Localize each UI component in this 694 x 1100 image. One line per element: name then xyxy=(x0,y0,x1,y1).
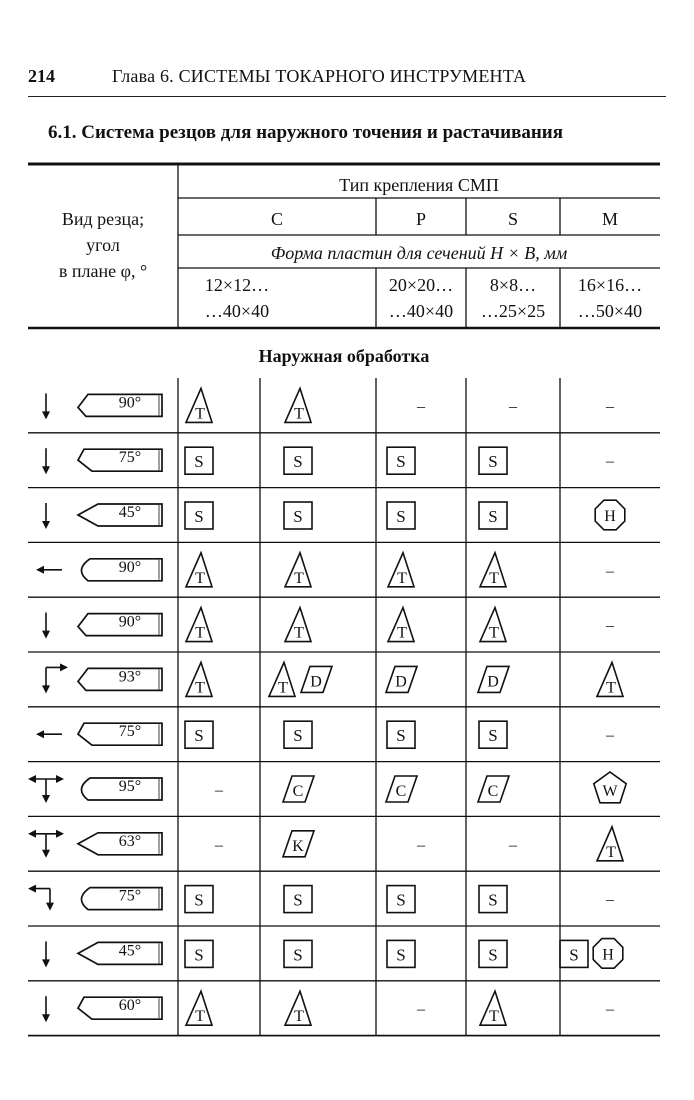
insert-letter: S xyxy=(194,726,204,746)
insert-letter: S xyxy=(488,890,498,910)
cutter-icon-down xyxy=(42,996,162,1022)
insert-letter: T xyxy=(195,569,205,587)
insert-letter: S xyxy=(488,507,498,526)
insert-cell xyxy=(186,388,212,422)
dash: – xyxy=(606,727,614,745)
dash: – xyxy=(215,836,223,854)
table-row xyxy=(42,500,625,530)
insert-cell xyxy=(285,991,311,1025)
insert-cell xyxy=(508,837,518,854)
cutter-icon-cross xyxy=(28,775,162,803)
insert-cell xyxy=(283,831,314,857)
insert-letter: D xyxy=(310,673,322,691)
insert-letter: T xyxy=(606,679,616,697)
dash: – xyxy=(417,398,425,416)
insert-letter: S xyxy=(194,452,204,472)
insert-letter: T xyxy=(294,624,304,642)
insert-letter: C xyxy=(395,783,407,800)
insert-cell xyxy=(285,388,311,422)
insert-cell xyxy=(605,892,615,909)
insert-cell xyxy=(387,886,415,913)
insert-cell xyxy=(479,721,507,748)
insert-cell xyxy=(595,500,625,530)
insert-letter: S xyxy=(293,507,303,526)
dash: – xyxy=(606,1001,614,1019)
insert-letter: T xyxy=(489,569,499,587)
cutter-icon-downright xyxy=(42,663,162,693)
insert-letter: S xyxy=(293,890,303,910)
dash: – xyxy=(417,836,425,854)
arrow-head xyxy=(42,631,50,639)
insert-letter: S xyxy=(194,507,204,526)
size-from: 20×20… xyxy=(388,275,454,295)
insert-cell xyxy=(284,447,312,474)
size-to: …40×40 xyxy=(388,301,454,321)
arrow-head xyxy=(42,1014,50,1022)
table-row xyxy=(42,447,615,474)
insert-letter: C xyxy=(487,783,499,800)
insert-cell xyxy=(214,837,224,854)
insert-letter: T xyxy=(195,624,205,642)
insert-cell xyxy=(480,991,506,1025)
row-header-line: угол xyxy=(86,235,120,255)
insert-cell xyxy=(269,662,332,696)
insert-letter: T xyxy=(294,569,304,587)
row-header-line: в плане φ, ° xyxy=(58,261,148,281)
insert-cell xyxy=(479,447,507,474)
insert-cell xyxy=(479,886,507,913)
angle-label: 90° xyxy=(118,558,142,576)
insert-letter: W xyxy=(602,783,618,800)
cutter-icon-down xyxy=(42,941,162,967)
insert-letter: T xyxy=(294,1008,304,1026)
insert-cell xyxy=(479,940,507,967)
arrow-head xyxy=(56,830,64,838)
insert-cell xyxy=(284,721,312,748)
table-row xyxy=(36,553,615,587)
insert-cell xyxy=(185,447,213,474)
insert-letter: S xyxy=(293,452,303,472)
insert-cell xyxy=(185,721,213,748)
table-row xyxy=(42,388,615,422)
size-from: 12×12… xyxy=(204,275,270,295)
insert-letter: S xyxy=(396,890,406,910)
insert-cell xyxy=(560,939,623,969)
insert-cell xyxy=(605,398,615,415)
insert-cell xyxy=(387,721,415,748)
mount-type-P: P xyxy=(415,209,427,229)
insert-letter: S xyxy=(488,945,498,965)
arrow-head xyxy=(42,466,50,474)
angle-label: 75° xyxy=(118,449,142,467)
dash: – xyxy=(606,562,614,580)
insert-cell xyxy=(478,776,509,802)
insert-letter: T xyxy=(397,624,407,642)
insert-cell xyxy=(186,991,212,1025)
insert-letter: T xyxy=(489,1008,499,1026)
cutter-icon-down xyxy=(42,503,162,529)
angle-label: 75° xyxy=(118,723,142,741)
insert-cell xyxy=(597,827,623,861)
table-row xyxy=(28,772,626,803)
insert-letter: T xyxy=(294,405,304,423)
insert-cell xyxy=(386,666,417,692)
insert-cell xyxy=(478,666,509,692)
insert-cell xyxy=(186,608,212,642)
arrow-head xyxy=(42,795,50,803)
insert-cell xyxy=(387,502,415,529)
arrow-head xyxy=(36,566,44,574)
insert-letter: T xyxy=(489,624,499,642)
section-title: 6.1. Система резцов для наружного точения и растачивания xyxy=(48,122,564,143)
insert-cell xyxy=(185,940,213,967)
insert-letter: H xyxy=(604,508,616,525)
mount-type-S: S xyxy=(507,209,519,229)
angle-label: 93° xyxy=(118,668,142,686)
angle-label: 60° xyxy=(118,997,142,1015)
size-to: …40×40 xyxy=(204,301,270,321)
insert-letter: S xyxy=(396,452,406,472)
insert-cell xyxy=(285,608,311,642)
insert-cell xyxy=(416,398,426,415)
insert-letter: T xyxy=(278,679,288,697)
insert-letter: T xyxy=(195,679,205,697)
dash: – xyxy=(417,1001,425,1019)
insert-cell xyxy=(284,886,312,913)
dash: – xyxy=(606,617,614,635)
arrow-head xyxy=(28,885,36,893)
insert-letter: T xyxy=(195,1008,205,1026)
arrow-head xyxy=(60,663,68,671)
angle-label: 90° xyxy=(118,394,142,412)
arrow-head xyxy=(28,830,36,838)
insert-cell xyxy=(594,772,626,803)
insert-letter: S xyxy=(194,945,204,965)
insert-cell xyxy=(605,618,615,635)
arrow-head xyxy=(56,775,64,783)
insert-cell xyxy=(386,776,417,802)
insert-cell xyxy=(388,608,414,642)
angle-label: 63° xyxy=(118,832,142,850)
cutter-icon-down xyxy=(42,448,162,474)
arrow-head xyxy=(42,959,50,967)
insert-cell xyxy=(214,782,224,799)
page-number: 214 xyxy=(28,66,55,86)
insert-cell xyxy=(605,727,615,744)
insert-letter: T xyxy=(397,569,407,587)
insert-letter: S xyxy=(488,726,498,746)
insert-cell xyxy=(480,608,506,642)
insert-letter: S xyxy=(396,726,406,746)
arrow-head xyxy=(28,775,36,783)
table-row xyxy=(42,608,615,642)
insert-cell xyxy=(480,553,506,587)
insert-cell xyxy=(186,553,212,587)
angle-label: 75° xyxy=(118,887,142,905)
arrow-head xyxy=(42,850,50,858)
insert-cell xyxy=(185,502,213,529)
insert-letter: T xyxy=(606,843,616,861)
insert-letter: S xyxy=(488,452,498,472)
dash: – xyxy=(215,782,223,799)
dash: – xyxy=(509,836,517,854)
insert-letter: S xyxy=(396,945,406,965)
table-row xyxy=(42,939,623,969)
table-row xyxy=(36,721,615,748)
table-row xyxy=(42,662,623,696)
subheading-external: Наружная обработка xyxy=(258,346,430,366)
chapter-title: Глава 6. СИСТЕМЫ ТОКАРНОГО ИНСТРУМЕНТА xyxy=(112,66,527,86)
dash: – xyxy=(606,891,614,909)
size-from: 16×16… xyxy=(577,275,643,295)
angle-label: 45° xyxy=(118,504,142,521)
cutter-icon-leftdown xyxy=(28,885,162,911)
arrow-head xyxy=(42,521,50,529)
insert-cell xyxy=(597,662,623,696)
insert-cell xyxy=(388,553,414,587)
insert-cell xyxy=(605,563,615,580)
table-row xyxy=(28,885,615,913)
arrow-head xyxy=(36,730,44,738)
insert-letter: S xyxy=(293,726,303,746)
insert-letter: S xyxy=(396,507,406,526)
insert-shape-title: Форма пластин для сечений H × B, мм xyxy=(270,243,568,263)
insert-letter: S xyxy=(194,890,204,910)
insert-cell xyxy=(387,447,415,474)
insert-letter: S xyxy=(293,945,303,965)
insert-cell xyxy=(508,398,518,415)
insert-cell xyxy=(285,553,311,587)
angle-label: 95° xyxy=(118,778,142,795)
insert-cell xyxy=(185,886,213,913)
arrow-head xyxy=(42,685,50,693)
cutter-icon-down xyxy=(42,393,162,419)
insert-cell xyxy=(283,776,314,802)
insert-cell xyxy=(416,1001,426,1018)
table-row xyxy=(42,991,615,1025)
insert-letter: C xyxy=(292,783,304,800)
insert-letter: H xyxy=(602,946,614,964)
insert-letter: S xyxy=(569,945,579,965)
mount-type-title: Тип крепления СМП xyxy=(339,175,499,195)
cutter-icon-cross xyxy=(28,830,162,858)
dash: – xyxy=(606,453,614,471)
row-header-line: Вид резца; xyxy=(61,209,145,229)
insert-letter: T xyxy=(195,405,205,423)
insert-cell xyxy=(479,502,507,529)
insert-letter: D xyxy=(395,673,407,691)
arrow-head xyxy=(42,411,50,419)
insert-cell xyxy=(284,940,312,967)
dash: – xyxy=(509,398,517,416)
mount-type-C: C xyxy=(270,209,284,229)
angle-label: 45° xyxy=(118,942,142,960)
insert-letter: D xyxy=(487,673,499,691)
size-from: 8×8… xyxy=(489,275,537,295)
dash: – xyxy=(606,398,614,416)
insert-letter: K xyxy=(292,837,304,855)
size-to: …50×40 xyxy=(577,301,643,321)
cutter-icon-down xyxy=(42,613,162,639)
angle-label: 90° xyxy=(118,613,142,631)
cutter-icon-left xyxy=(36,723,162,745)
insert-cell xyxy=(284,502,312,529)
table-row xyxy=(28,827,623,861)
size-to: …25×25 xyxy=(480,301,546,321)
insert-cell xyxy=(387,940,415,967)
insert-cell xyxy=(605,1001,615,1018)
mount-type-M: M xyxy=(601,209,619,229)
arrow-head xyxy=(46,903,54,911)
cutter-icon-left xyxy=(36,559,162,581)
insert-cell xyxy=(605,453,615,470)
insert-cell xyxy=(416,837,426,854)
insert-cell xyxy=(186,662,212,696)
